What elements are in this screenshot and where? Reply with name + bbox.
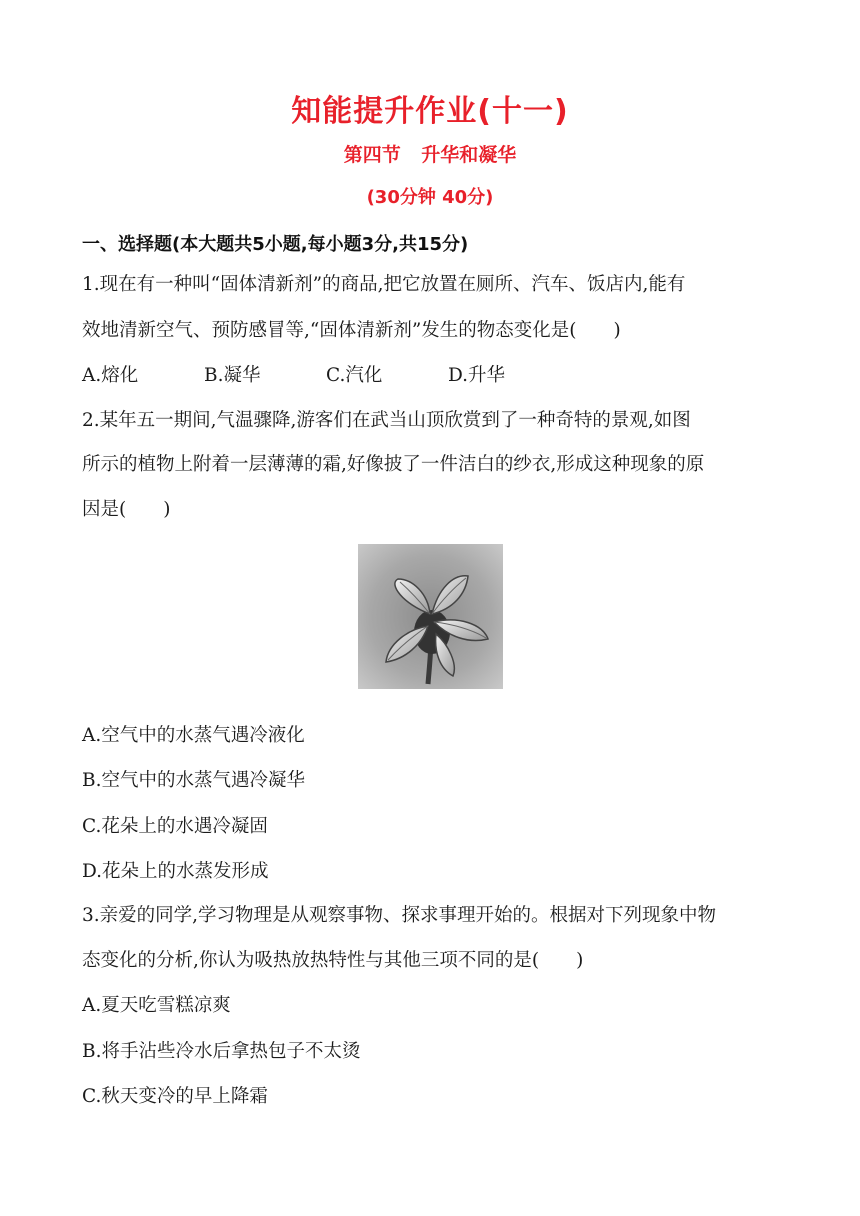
question-1-line-1: 1.现在有一种叫“固体清新剂”的商品,把它放置在厕所、汽车、饭店内,能有 — [82, 274, 686, 295]
question-2-option-b: B.空气中的水蒸气遇冷凝华 — [82, 770, 305, 791]
page-title: 知能提升作业(十一) — [291, 94, 569, 129]
page-subtitle: 第四节 升华和凝华 — [343, 144, 517, 166]
frost-plant-photo — [358, 544, 503, 689]
question-2-line-1: 2.某年五一期间,气温骤降,游客们在武当山顶欣赏到了一种奇特的景观,如图 — [82, 410, 691, 431]
question-2-option-a: A.空气中的水蒸气遇冷液化 — [82, 725, 305, 746]
question-3-option-b: B.将手沾些冷水后拿热包子不太烫 — [82, 1041, 361, 1062]
question-3-line-2: 态变化的分析,你认为吸热放热特性与其他三项不同的是( ) — [82, 950, 584, 971]
question-2-line-2: 所示的植物上附着一层薄薄的霜,好像披了一件洁白的纱衣,形成这种现象的原 — [82, 454, 705, 475]
question-3-option-c: C.秋天变冷的早上降霜 — [82, 1086, 268, 1107]
option-d: D.升华 — [448, 365, 506, 386]
option-b: B.凝华 — [204, 365, 261, 386]
question-3-option-a: A.夏天吃雪糕凉爽 — [82, 995, 231, 1016]
question-2-option-c: C.花朵上的水遇冷凝固 — [82, 816, 268, 837]
option-a: A.熔化 — [82, 365, 139, 386]
question-2-option-d: D.花朵上的水蒸发形成 — [82, 861, 269, 882]
question-3-line-1: 3.亲爱的同学,学习物理是从观察事物、探求事理开始的。根据对下列现象中物 — [82, 905, 717, 926]
question-1-options — [82, 364, 782, 388]
question-1-line-2: 效地清新空气、预防感冒等,“固体清新剂”发生的物态变化是( ) — [82, 320, 621, 341]
question-2-line-3: 因是( ) — [82, 499, 171, 520]
section-heading: 一、选择题(本大题共5小题,每小题3分,共15分) — [82, 234, 469, 255]
option-c: C.汽化 — [326, 365, 383, 386]
time-score-info: (30分钟 40分) — [366, 187, 494, 208]
